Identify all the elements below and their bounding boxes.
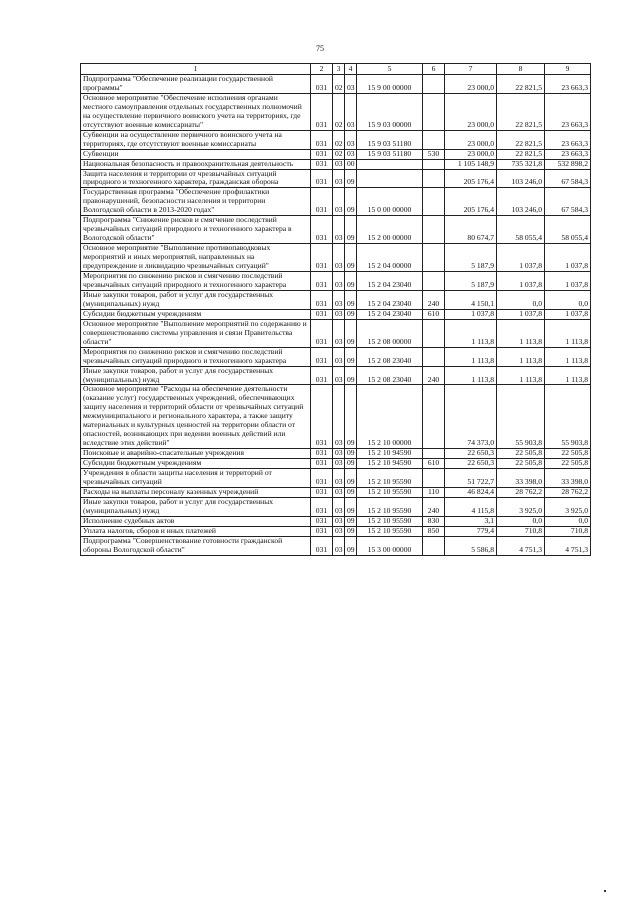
section-cell: 03 (333, 272, 345, 291)
amount-cell: 55 903,8 (545, 385, 591, 449)
amount-cell: 22 505,8 (497, 459, 545, 469)
subsection-cell: 09 (345, 385, 357, 449)
item-name-cell: Основное мероприятие "Обеспечение исполнения органами местного самоуправления отдельных государственных полномочий на осуществление первичного воинского учета на территориях, где отсутствуют военные комиссариаты" (81, 93, 311, 130)
item-name-cell: Субсидии бюджетным учреждениям (81, 309, 311, 319)
expense-type-cell: 240 (423, 290, 445, 309)
expense-type-cell (423, 244, 445, 272)
amount-cell: 3,1 (445, 516, 497, 526)
amount-cell: 0,0 (545, 516, 591, 526)
section-cell: 02 (333, 75, 345, 94)
ministry-code-cell: 031 (311, 130, 333, 149)
table-row (81, 290, 591, 309)
amount-cell: 22 821,5 (497, 93, 545, 130)
target-article-cell: 15 2 04 00000 (357, 244, 423, 272)
amount-cell: 4 150,1 (445, 290, 497, 309)
section-cell: 03 (333, 497, 345, 516)
expense-type-cell: 110 (423, 487, 445, 497)
budget-table (80, 63, 591, 556)
amount-cell: 1 113,8 (445, 319, 497, 347)
table-row (81, 385, 591, 449)
target-article-cell: 15 2 00 00000 (357, 216, 423, 244)
ministry-code-cell: 031 (311, 290, 333, 309)
ministry-code-cell: 031 (311, 469, 333, 488)
amount-cell: 735 321,8 (497, 159, 545, 169)
ministry-code-cell: 031 (311, 188, 333, 216)
expense-type-cell: 850 (423, 526, 445, 536)
amount-cell: 4 115,8 (445, 497, 497, 516)
amount-cell: 710,8 (545, 526, 591, 536)
ministry-code-cell: 031 (311, 366, 333, 385)
table-body (81, 75, 591, 556)
ministry-code-cell: 031 (311, 93, 333, 130)
amount-cell: 0,0 (497, 290, 545, 309)
amount-cell: 1 113,8 (497, 319, 545, 347)
amount-cell: 1 037,8 (545, 244, 591, 272)
ministry-code-cell: 031 (311, 244, 333, 272)
ministry-code-cell: 031 (311, 159, 333, 169)
table-row (81, 75, 591, 94)
subsection-cell: 09 (345, 516, 357, 526)
item-name-cell: Подпрограмма "Обеспечение реализации государственной программы" (81, 75, 311, 94)
target-article-cell: 15 2 08 00000 (357, 319, 423, 347)
target-article-cell: 15 9 03 51180 (357, 149, 423, 159)
amount-cell: 58 055,4 (497, 216, 545, 244)
item-name-cell: Расходы на выплаты персоналу казенных учреждений (81, 487, 311, 497)
subsection-cell: 09 (345, 309, 357, 319)
ministry-code-cell: 031 (311, 536, 333, 555)
table-row (81, 216, 591, 244)
ministry-code-cell: 031 (311, 449, 333, 459)
header-row (81, 64, 591, 75)
item-name-cell: Субсидии бюджетным учреждениям (81, 459, 311, 469)
section-cell: 03 (333, 536, 345, 555)
table-row (81, 244, 591, 272)
amount-cell: 0,0 (497, 516, 545, 526)
column-header: 5 (357, 64, 423, 75)
amount-cell: 23 000,0 (445, 149, 497, 159)
item-name-cell: Мероприятия по снижению рисков и смягчению последствий чрезвычайных ситуаций природного и техногенного характера (81, 272, 311, 291)
amount-cell: 80 674,7 (445, 216, 497, 244)
subsection-cell: 09 (345, 188, 357, 216)
section-cell: 02 (333, 130, 345, 149)
scan-mark (604, 890, 606, 892)
item-name-cell: Подпрограмма "Снижение рисков и смягчение последствий чрезвычайных ситуаций природного и техногенного характера в Вологодской области" (81, 216, 311, 244)
table-row (81, 536, 591, 555)
amount-cell: 22 505,8 (545, 459, 591, 469)
target-article-cell: 15 2 10 00000 (357, 385, 423, 449)
item-name-cell: Подпрограмма "Совершенствование готовности гражданской обороны Вологодской области" (81, 536, 311, 555)
amount-cell: 23 000,0 (445, 93, 497, 130)
amount-cell: 22 505,8 (545, 449, 591, 459)
amount-cell: 1 037,8 (497, 244, 545, 272)
expense-type-cell (423, 169, 445, 188)
amount-cell: 22 821,5 (497, 149, 545, 159)
target-article-cell: 15 2 08 23040 (357, 347, 423, 366)
expense-type-cell (423, 188, 445, 216)
item-name-cell: Иные закупки товаров, работ и услуг для государственных (муниципальных) нужд (81, 290, 311, 309)
amount-cell: 1 037,8 (497, 309, 545, 319)
target-article-cell: 15 2 10 95590 (357, 487, 423, 497)
item-name-cell: Исполнение судебных актов (81, 516, 311, 526)
column-header: 7 (445, 64, 497, 75)
table-row (81, 516, 591, 526)
amount-cell: 33 398,0 (497, 469, 545, 488)
item-name-cell: Государственная программа "Обеспечение профилактики правонарушений, безопасности населения и территории Вологодской области в 2013-2020 годах" (81, 188, 311, 216)
ministry-code-cell: 031 (311, 347, 333, 366)
amount-cell: 1 113,8 (445, 347, 497, 366)
subsection-cell: 09 (345, 319, 357, 347)
ministry-code-cell: 031 (311, 459, 333, 469)
section-cell: 03 (333, 319, 345, 347)
column-header: 4 (345, 64, 357, 75)
target-article-cell: 15 9 03 51180 (357, 130, 423, 149)
amount-cell: 1 113,8 (545, 319, 591, 347)
column-header: 9 (545, 64, 591, 75)
target-article-cell: 15 2 08 23040 (357, 366, 423, 385)
amount-cell: 0,0 (545, 290, 591, 309)
amount-cell: 22 821,5 (497, 75, 545, 94)
expense-type-cell: 530 (423, 149, 445, 159)
table-row (81, 459, 591, 469)
item-name-cell: Поисковые и аварийно-спасательные учреждения (81, 449, 311, 459)
amount-cell: 51 722,7 (445, 469, 497, 488)
column-header: 3 (333, 64, 345, 75)
ministry-code-cell: 031 (311, 309, 333, 319)
expense-type-cell (423, 216, 445, 244)
section-cell: 03 (333, 526, 345, 536)
amount-cell: 23 663,3 (545, 93, 591, 130)
target-article-cell: 15 2 10 95590 (357, 516, 423, 526)
table-row (81, 130, 591, 149)
amount-cell: 103 246,0 (497, 188, 545, 216)
amount-cell: 4 751,3 (497, 536, 545, 555)
section-cell: 03 (333, 487, 345, 497)
subsection-cell: 09 (345, 216, 357, 244)
item-name-cell: Уплата налогов, сборов и иных платежей (81, 526, 311, 536)
amount-cell: 28 762,2 (545, 487, 591, 497)
amount-cell: 710,8 (497, 526, 545, 536)
expense-type-cell: 610 (423, 309, 445, 319)
subsection-cell: 00 (345, 159, 357, 169)
section-cell: 03 (333, 347, 345, 366)
target-article-cell: 15 2 10 94590 (357, 449, 423, 459)
subsection-cell: 09 (345, 459, 357, 469)
subsection-cell: 09 (345, 449, 357, 459)
expense-type-cell (423, 75, 445, 94)
item-name-cell: Иные закупки товаров, работ и услуг для государственных (муниципальных) нужд (81, 497, 311, 516)
ministry-code-cell: 031 (311, 516, 333, 526)
table-row (81, 188, 591, 216)
section-cell: 03 (333, 216, 345, 244)
target-article-cell: 15 0 00 00000 (357, 188, 423, 216)
target-article-cell: 15 2 10 95590 (357, 497, 423, 516)
amount-cell: 1 113,8 (445, 366, 497, 385)
target-article-cell (357, 169, 423, 188)
table-row (81, 272, 591, 291)
target-article-cell: 15 2 10 95590 (357, 526, 423, 536)
item-name-cell: Субвенции на осуществление первичного воинского учета на территориях, где отсутствуют военные комиссариаты (81, 130, 311, 149)
target-article-cell: 15 3 00 00000 (357, 536, 423, 555)
ministry-code-cell: 031 (311, 149, 333, 159)
expense-type-cell (423, 536, 445, 555)
target-article-cell: 15 2 04 23040 (357, 272, 423, 291)
amount-cell: 5 187,9 (445, 244, 497, 272)
column-header: 2 (311, 64, 333, 75)
amount-cell: 46 824,4 (445, 487, 497, 497)
subsection-cell: 09 (345, 244, 357, 272)
item-name-cell: Иные закупки товаров, работ и услуг для государственных (муниципальных) нужд (81, 366, 311, 385)
section-cell: 03 (333, 366, 345, 385)
ministry-code-cell: 031 (311, 526, 333, 536)
table-row (81, 159, 591, 169)
subsection-cell: 09 (345, 290, 357, 309)
amount-cell: 5 586,8 (445, 536, 497, 555)
item-name-cell: Основное мероприятие "Выполнение мероприятий по содержанию и совершенствованию системы управления и связи Правительства области" (81, 319, 311, 347)
target-article-cell: 15 2 10 94590 (357, 459, 423, 469)
section-cell: 02 (333, 149, 345, 159)
amount-cell: 4 751,3 (545, 536, 591, 555)
amount-cell: 55 903,8 (497, 385, 545, 449)
table-row (81, 347, 591, 366)
ministry-code-cell: 031 (311, 487, 333, 497)
amount-cell: 1 037,8 (497, 272, 545, 291)
table-row (81, 497, 591, 516)
amount-cell: 33 398,0 (545, 469, 591, 488)
expense-type-cell: 240 (423, 497, 445, 516)
subsection-cell: 03 (345, 149, 357, 159)
expense-type-cell: 610 (423, 459, 445, 469)
section-cell: 03 (333, 244, 345, 272)
target-article-cell: 15 2 10 95590 (357, 469, 423, 488)
expense-type-cell (423, 272, 445, 291)
amount-cell: 23 663,3 (545, 75, 591, 94)
subsection-cell: 09 (345, 366, 357, 385)
amount-cell: 205 176,4 (445, 169, 497, 188)
item-name-cell: Субвенции (81, 149, 311, 159)
ministry-code-cell: 031 (311, 75, 333, 94)
table-row (81, 366, 591, 385)
subsection-cell: 09 (345, 497, 357, 516)
amount-cell: 3 925,0 (497, 497, 545, 516)
page-number: 75 (316, 44, 324, 53)
item-name-cell: Национальная безопасность и правоохранительная деятельность (81, 159, 311, 169)
section-cell: 03 (333, 188, 345, 216)
amount-cell: 58 055,4 (545, 216, 591, 244)
subsection-cell: 03 (345, 75, 357, 94)
table-row (81, 309, 591, 319)
amount-cell: 1 037,8 (545, 309, 591, 319)
column-header: 1 (81, 64, 311, 75)
expense-type-cell (423, 385, 445, 449)
target-article-cell (357, 159, 423, 169)
expense-type-cell: 830 (423, 516, 445, 526)
amount-cell: 1 105 148,9 (445, 159, 497, 169)
table-row (81, 93, 591, 130)
table-row (81, 169, 591, 188)
ministry-code-cell: 031 (311, 169, 333, 188)
amount-cell: 1 113,8 (545, 366, 591, 385)
section-cell: 03 (333, 449, 345, 459)
amount-cell: 67 584,3 (545, 188, 591, 216)
section-cell: 02 (333, 93, 345, 130)
subsection-cell: 09 (345, 469, 357, 488)
table-row (81, 469, 591, 488)
table-row (81, 526, 591, 536)
subsection-cell: 09 (345, 526, 357, 536)
target-article-cell: 15 2 04 23040 (357, 290, 423, 309)
ministry-code-cell: 031 (311, 272, 333, 291)
expense-type-cell (423, 319, 445, 347)
amount-cell: 22 505,8 (497, 449, 545, 459)
section-cell: 03 (333, 159, 345, 169)
amount-cell: 23 663,3 (545, 130, 591, 149)
expense-type-cell (423, 449, 445, 459)
amount-cell: 74 373,0 (445, 385, 497, 449)
amount-cell: 103 246,0 (497, 169, 545, 188)
amount-cell: 1 113,8 (497, 366, 545, 385)
ministry-code-cell: 031 (311, 216, 333, 244)
amount-cell: 22 650,3 (445, 449, 497, 459)
expense-type-cell (423, 469, 445, 488)
item-name-cell: Защита населения и территории от чрезвычайных ситуаций природного и техногенного характера, гражданская оборона (81, 169, 311, 188)
item-name-cell: Основное мероприятие "Расходы на обеспечение деятельности (оказание услуг) государственных учреждений, обеспечивающих защиту населения и территорий области от чрезвычайных ситуаций межмуниципального и регионального характера, а также защиту материальных и культурных ценностей на территории области от опасностей, возникающих при ведении военных действий или вследствие этих действий" (81, 385, 311, 449)
section-cell: 03 (333, 459, 345, 469)
section-cell: 03 (333, 469, 345, 488)
subsection-cell: 03 (345, 93, 357, 130)
amount-cell: 23 663,3 (545, 149, 591, 159)
subsection-cell: 09 (345, 169, 357, 188)
expense-type-cell: 240 (423, 366, 445, 385)
amount-cell: 22 821,5 (497, 130, 545, 149)
table-row (81, 149, 591, 159)
target-article-cell: 15 9 00 00000 (357, 75, 423, 94)
amount-cell: 779,4 (445, 526, 497, 536)
amount-cell: 3 925,0 (545, 497, 591, 516)
amount-cell: 23 000,0 (445, 130, 497, 149)
column-header: 8 (497, 64, 545, 75)
subsection-cell: 09 (345, 272, 357, 291)
section-cell: 03 (333, 309, 345, 319)
ministry-code-cell: 031 (311, 385, 333, 449)
expense-type-cell (423, 347, 445, 366)
subsection-cell: 09 (345, 347, 357, 366)
amount-cell: 1 113,8 (497, 347, 545, 366)
section-cell: 03 (333, 290, 345, 309)
amount-cell: 5 187,9 (445, 272, 497, 291)
ministry-code-cell: 031 (311, 319, 333, 347)
item-name-cell: Мероприятия по снижению рисков и смягчению последствий чрезвычайных ситуаций природного и техногенного характера (81, 347, 311, 366)
target-article-cell: 15 2 04 23040 (357, 309, 423, 319)
table-row (81, 449, 591, 459)
amount-cell: 532 898,2 (545, 159, 591, 169)
ministry-code-cell: 031 (311, 497, 333, 516)
amount-cell: 22 650,3 (445, 459, 497, 469)
amount-cell: 1 113,8 (545, 347, 591, 366)
amount-cell: 23 000,0 (445, 75, 497, 94)
expense-type-cell (423, 159, 445, 169)
expense-type-cell (423, 93, 445, 130)
target-article-cell: 15 9 03 00000 (357, 93, 423, 130)
amount-cell: 1 037,8 (545, 272, 591, 291)
subsection-cell: 03 (345, 130, 357, 149)
amount-cell: 1 037,8 (445, 309, 497, 319)
item-name-cell: Основное мероприятие "Выполнение противопаводковых мероприятий и иных мероприятий, направленных на предупреждение и ликвидацию чрезвычайных ситуаций" (81, 244, 311, 272)
item-name-cell: Учреждения в области защиты населения и территорий от чрезвычайных ситуаций (81, 469, 311, 488)
column-header: 6 (423, 64, 445, 75)
amount-cell: 205 176,4 (445, 188, 497, 216)
section-cell: 03 (333, 385, 345, 449)
subsection-cell: 09 (345, 536, 357, 555)
subsection-cell: 09 (345, 487, 357, 497)
table-row (81, 319, 591, 347)
expense-type-cell (423, 130, 445, 149)
section-cell: 03 (333, 516, 345, 526)
table-row (81, 487, 591, 497)
amount-cell: 28 762,2 (497, 487, 545, 497)
amount-cell: 67 584,3 (545, 169, 591, 188)
section-cell: 03 (333, 169, 345, 188)
